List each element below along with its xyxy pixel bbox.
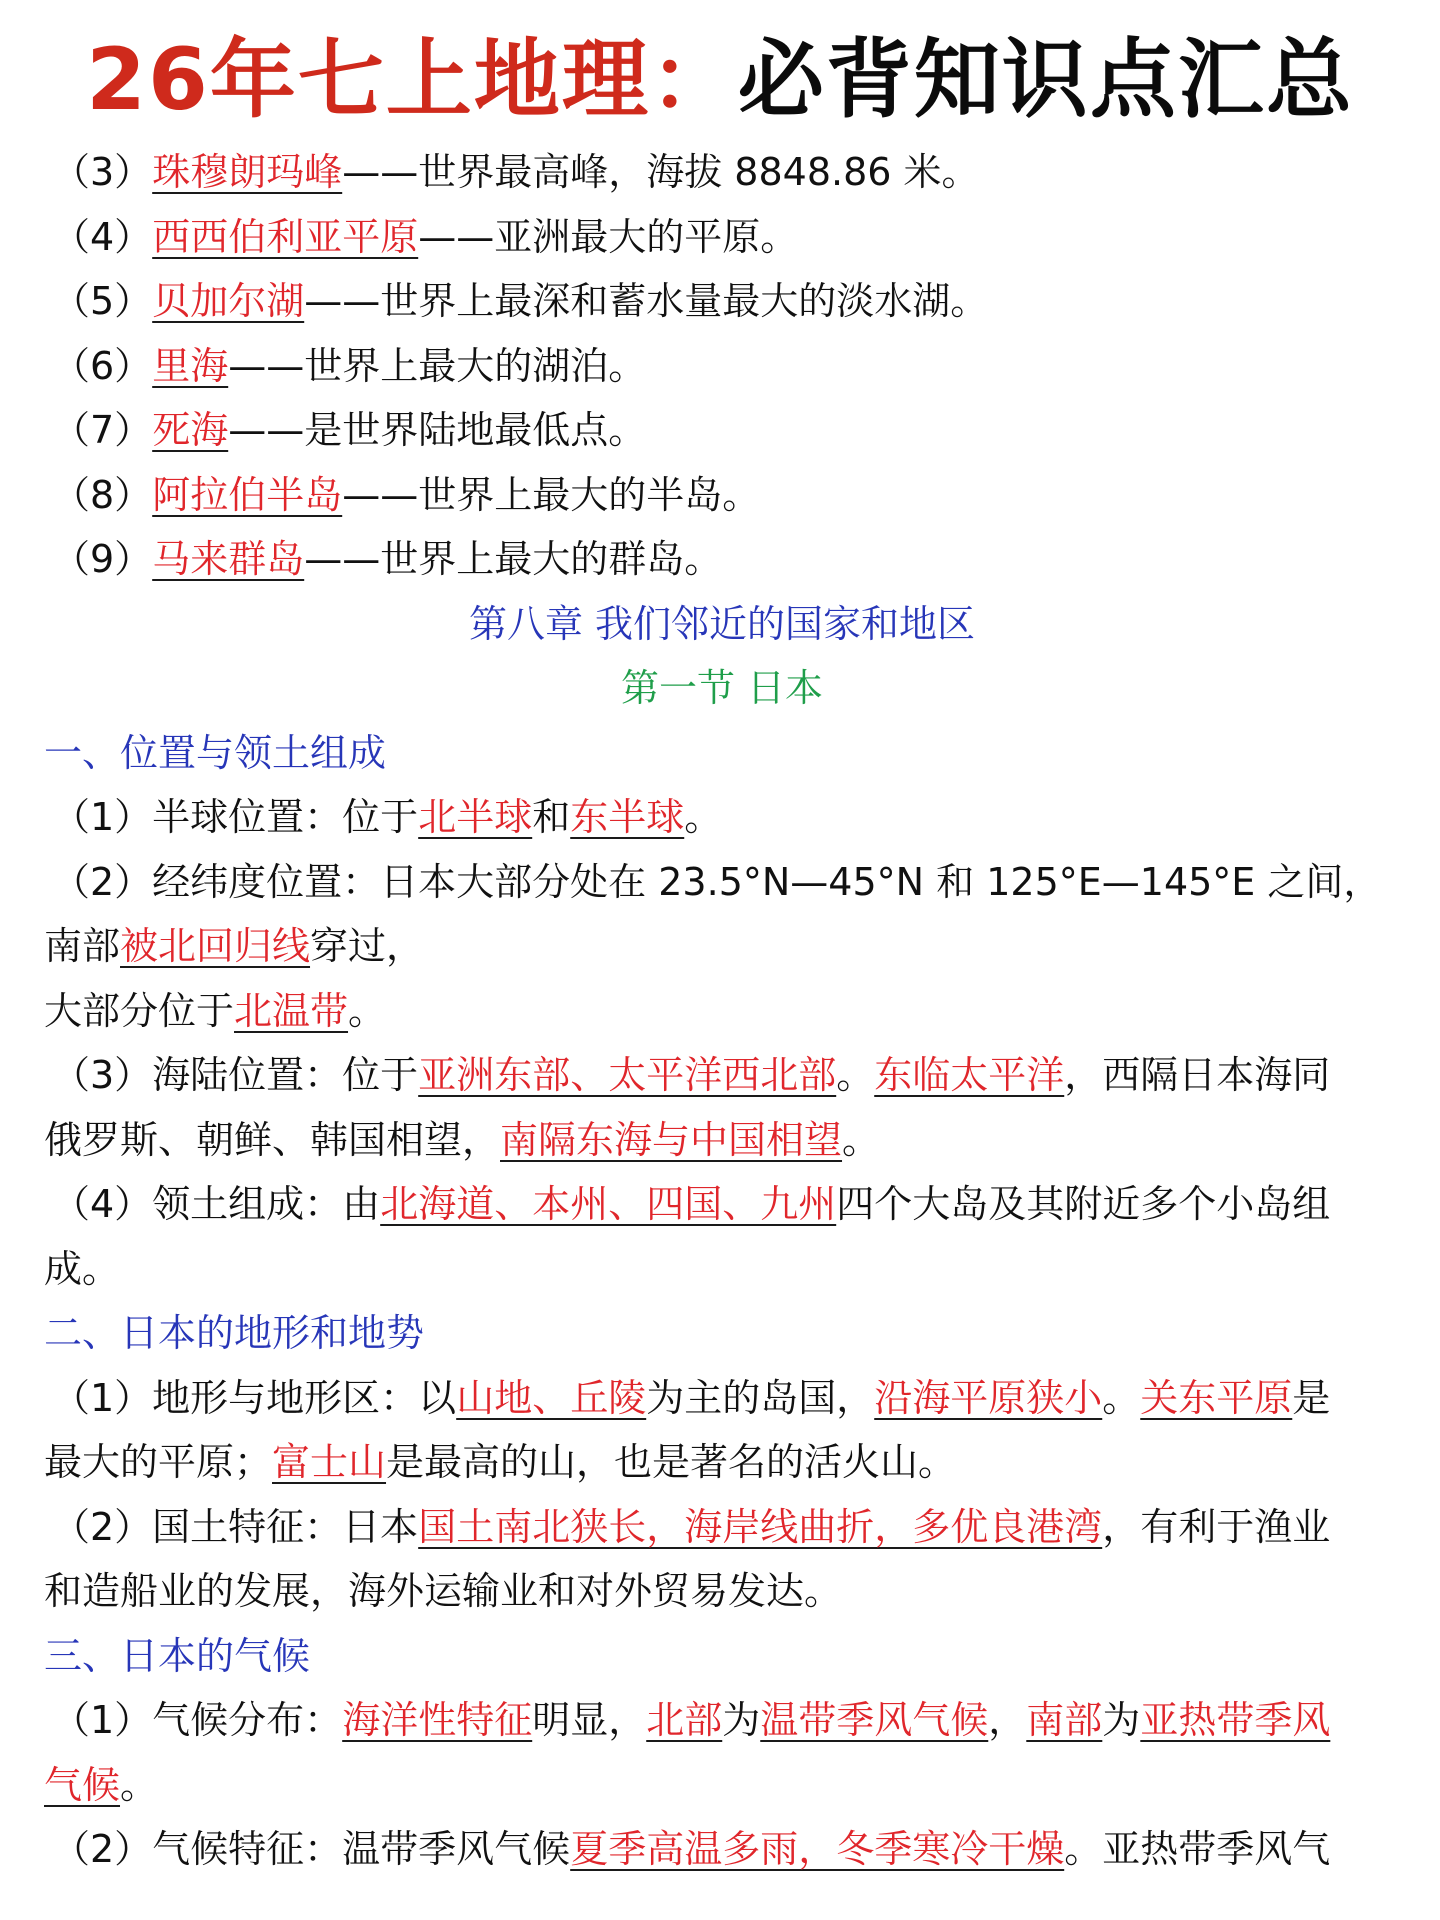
- text: 是: [1292, 1375, 1331, 1420]
- text: 和: [532, 795, 571, 839]
- text: （1）半球位置：位于: [52, 795, 419, 839]
- paragraph: [44, 1043, 1400, 1108]
- text: 为主的岛国，: [646, 1375, 875, 1420]
- text: 和造船业的发展，海外运输业和对外贸易发达。: [44, 1569, 843, 1613]
- key-term: 阿拉伯半岛: [152, 472, 343, 517]
- key-term: 死海: [152, 408, 229, 452]
- key-term: 气候: [44, 1762, 121, 1807]
- list-item: [44, 398, 1400, 463]
- key-term: 山地、丘陵: [456, 1375, 647, 1420]
- key-term: 里海: [152, 343, 229, 388]
- text: 穿过，: [310, 924, 425, 968]
- text: （2）国土特征：日本: [52, 1504, 419, 1549]
- paragraph: [44, 1688, 1400, 1753]
- key-term: 富士山: [272, 1440, 387, 1484]
- chapter-title: 第八章 我们邻近的国家和地区: [468, 601, 976, 646]
- text: 。: [684, 795, 723, 839]
- item-number: （5）: [52, 279, 153, 323]
- heading-climate: 三、日本的气候: [44, 1633, 311, 1678]
- content: [0, 140, 1440, 1882]
- key-term: 海洋性特征: [342, 1698, 533, 1742]
- key-term: 亚洲东部、太平洋西北部: [418, 1053, 837, 1097]
- paragraph: [44, 785, 1400, 850]
- paragraph: [44, 1753, 1400, 1818]
- text: 为: [1102, 1698, 1141, 1742]
- text: 大部分位于: [44, 988, 235, 1033]
- item-text: ——世界上最大的半岛。: [342, 472, 761, 517]
- item-number: （8）: [52, 472, 153, 517]
- key-term: 沿海平原狭小: [874, 1375, 1103, 1420]
- paragraph: [44, 979, 1400, 1044]
- item-text: ——世界上最大的群岛。: [304, 537, 723, 581]
- text: 。: [1102, 1375, 1141, 1420]
- key-term: 南部: [1026, 1698, 1103, 1742]
- key-term: 夏季高温多雨，冬季寒冷干燥: [570, 1827, 1065, 1871]
- item-text: ——是世界陆地最低点。: [228, 408, 647, 452]
- text: （2）经纬度位置：日本大部分处在 23.5°N—45°N 和 125°E—145°E 之间，: [52, 859, 1382, 904]
- text: ，: [988, 1698, 1027, 1742]
- key-term: 被北回归线: [120, 924, 311, 968]
- paragraph: [44, 1495, 1400, 1560]
- heading-location: 一、位置与领土组成: [44, 730, 387, 775]
- text: （4）领土组成：由: [52, 1182, 381, 1226]
- text: ，西隔日本海同: [1064, 1053, 1331, 1097]
- paragraph: [44, 1108, 1400, 1173]
- text: （1）气候分布：: [52, 1698, 343, 1742]
- text: 。: [120, 1762, 159, 1807]
- text: 四个大岛及其附近多个小岛组: [836, 1182, 1331, 1226]
- title-part-2: 必背知识点汇总: [737, 30, 1354, 130]
- text: （3）海陆位置：位于: [52, 1053, 419, 1097]
- list-item: [44, 527, 1400, 592]
- paragraph: [44, 1237, 1400, 1302]
- item-number: （4）: [52, 214, 153, 259]
- text: 。: [348, 988, 387, 1033]
- text: 。: [836, 1053, 875, 1097]
- item-number: （6）: [52, 343, 153, 388]
- list-item: [44, 269, 1400, 334]
- key-term: 马来群岛: [152, 537, 305, 581]
- page-title: [0, 0, 1440, 140]
- key-term: 北部: [646, 1698, 723, 1742]
- section-title: 第一节 日本: [620, 666, 824, 710]
- paragraph: [44, 1172, 1400, 1237]
- key-term: 亚热带季风: [1140, 1698, 1331, 1742]
- text: 。亚热带季风气: [1064, 1827, 1331, 1871]
- key-term: 东临太平洋: [874, 1053, 1065, 1097]
- list-item: [44, 205, 1400, 270]
- key-term: 温带季风气候: [760, 1698, 989, 1742]
- text: 南部: [44, 924, 121, 968]
- paragraph: [44, 914, 1400, 979]
- item-number: （3）: [52, 150, 153, 194]
- item-text: ——世界最高峰，海拔 8848.86 米。: [342, 150, 980, 194]
- item-number: （7）: [52, 408, 153, 452]
- key-term: 珠穆朗玛峰: [152, 150, 343, 194]
- item-number: （9）: [52, 537, 153, 581]
- text: 成。: [44, 1246, 121, 1291]
- text: 俄罗斯、朝鲜、韩国相望，: [44, 1117, 501, 1162]
- item-text: ——世界上最大的湖泊。: [228, 343, 647, 388]
- key-term: 南隔东海与中国相望: [500, 1117, 843, 1162]
- key-term: 东半球: [570, 795, 685, 839]
- heading-terrain: 二、日本的地形和地势: [44, 1311, 425, 1355]
- item-text: ——亚洲最大的平原。: [418, 214, 799, 259]
- list-item: [44, 140, 1400, 205]
- paragraph: [44, 1366, 1400, 1431]
- text: ，有利于渔业: [1102, 1504, 1331, 1549]
- key-term: 贝加尔湖: [152, 279, 305, 323]
- paragraph: [44, 1559, 1400, 1624]
- item-text: ——世界上最深和蓄水量最大的淡水湖。: [304, 279, 989, 323]
- key-term: 北温带: [234, 988, 349, 1033]
- paragraph: [44, 1817, 1400, 1882]
- list-item: [44, 334, 1400, 399]
- title-part-1: 26年七上地理：: [86, 30, 738, 130]
- text: 是最高的山，也是著名的活火山。: [386, 1440, 957, 1484]
- text: 。: [842, 1117, 881, 1162]
- key-term: 国土南北狭长，海岸线曲折，多优良港湾: [418, 1504, 1103, 1549]
- text: （1）地形与地形区：以: [52, 1375, 457, 1420]
- text: 为: [722, 1698, 761, 1742]
- key-term: 北半球: [418, 795, 533, 839]
- text: 明显，: [532, 1698, 647, 1742]
- key-term: 北海道、本州、四国、九州: [380, 1182, 837, 1226]
- key-term: 西西伯利亚平原: [152, 214, 419, 259]
- key-term: 关东平原: [1140, 1375, 1293, 1420]
- list-item: [44, 463, 1400, 528]
- text: 最大的平原；: [44, 1440, 273, 1484]
- text: （2）气候特征：温带季风气候: [52, 1827, 571, 1871]
- paragraph: [44, 1430, 1400, 1495]
- paragraph: [44, 850, 1400, 915]
